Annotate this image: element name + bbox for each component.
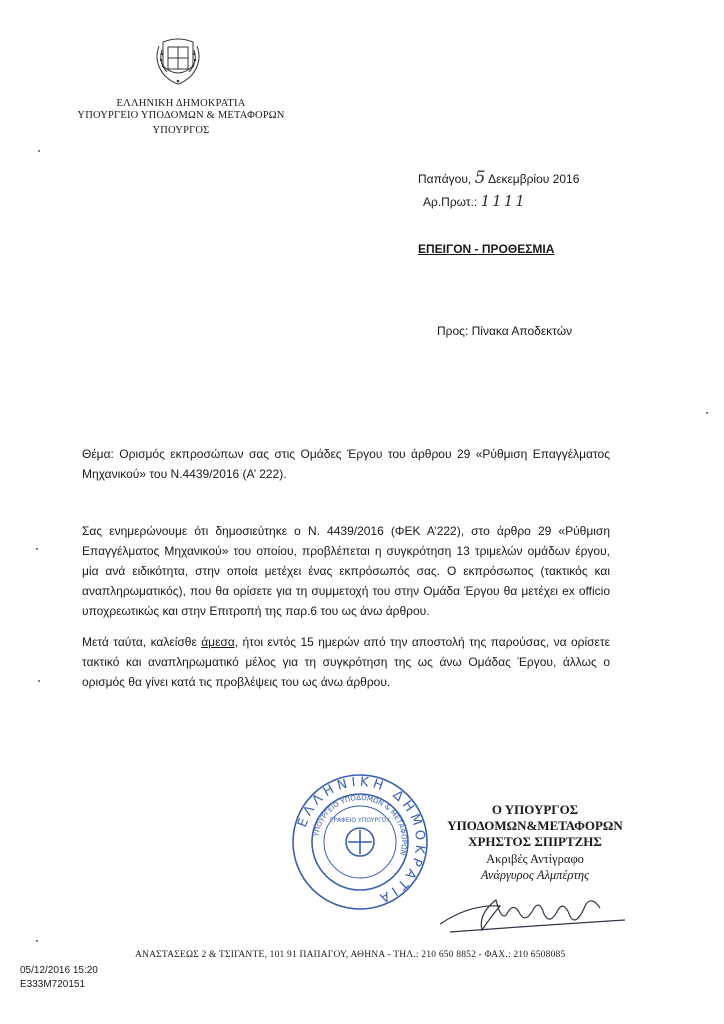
svg-text:ΓΡΑΦΕΙΟ ΥΠΟΥΡΓΟΥ: ΓΡΑΦΕΙΟ ΥΠΟΥΡΓΟΥ xyxy=(330,817,390,824)
body-paragraph-2 xyxy=(82,632,610,692)
scan-speck xyxy=(38,680,40,682)
body-paragraph-2-start: Μετά ταύτα, καλείσθε xyxy=(82,635,202,649)
header-ministry: ΥΠΟΥΡΓΕΙΟ ΥΠΟΔΟΜΩΝ & ΜΕΤΑΦΟΡΩΝ xyxy=(77,110,285,121)
date-place: Παπάγου, xyxy=(418,172,472,186)
date-day-handwritten: 5 xyxy=(474,168,486,188)
true-copy-label: Ακριβές Αντίγραφο xyxy=(486,852,584,866)
protocol-label: Αρ.Πρωτ.: xyxy=(423,195,478,209)
official-seal xyxy=(290,772,430,912)
signatory-title: Ο ΥΠΟΥΡΓΟΣ xyxy=(491,802,579,817)
body-paragraph-2-emphasis: άμεσα, xyxy=(201,635,239,649)
recipient-line: Προς: Πίνακα Αποδεκτών xyxy=(437,324,573,338)
date-line xyxy=(418,168,579,188)
scan-speck xyxy=(36,548,38,550)
urgent-label: ΕΠΕΙΓΟΝ - ΠΡΟΘΕΣΜΙΑ xyxy=(418,242,555,256)
body-paragraph-2-end: ήτοι εντός 15 ημερών από την αποστολή της παρούσας, να ορίσετε τακτικό και αναπληρωματικό μέλος για τη συγκρότηση της ως άνω Ομάδας Έργου, άλλως ο ορισμός θα γίνει κατά τις προβλέψεις του ως άνω άρθρου. xyxy=(82,635,610,689)
date-month-year: Δεκεμβρίου 2016 xyxy=(488,172,580,186)
protocol-line xyxy=(423,192,527,210)
signatory-ministry: ΥΠΟΔΟΜΩΝ&ΜΕΤΑΦΟΡΩΝ xyxy=(447,818,623,833)
header-country: ΕΛΛΗΝΙΚΗ ΔΗΜΟΚΡΑΤΙΑ xyxy=(116,98,246,109)
fax-code: E333M720151 xyxy=(20,979,86,990)
svg-text:ΥΠΟΥΡΓΕΙΟ ΥΠΟΔΟΜΩΝ & ΜΕΤΑΦΟΡΩΝ: ΥΠΟΥΡΓΕΙΟ ΥΠΟΔΟΜΩΝ & ΜΕΤΑΦΟΡΩΝ xyxy=(312,793,409,856)
scan-speck xyxy=(36,940,38,942)
coat-of-arms-icon xyxy=(155,36,201,86)
body-paragraph-1: Σας ενημερώνουμε ότι δημοσιεύτηκε ο Ν. 4439/2016 (ΦΕΚ Α’222), στο άρθρο 29 «Ρύθμιση Επαγγέλματος Μηχανικού» του οποίου, προβλέπεται η συγκρότηση 13 τριμελών ομάδων έργου, μία ανά ειδικότητα, στην οποία μετέχει ένας εκπρόσωπός σας. Ο εκπρόσωπος (τακτικός και αναπληρωματικός), που θα ορίσετε για τη συμμετοχή του στην Ομάδα Έργου θα μετέχει ex officio υποχρεωτικώς και στην Επιτροπή της παρ.6 του ως άνω άρθρου. xyxy=(82,524,610,618)
signatory-name: ΧΡΗΣΤΟΣ ΣΠΙΡΤΖΗΣ xyxy=(468,834,602,849)
true-copy-signer: Ανάργυρος Αλμπέρτης xyxy=(480,868,590,882)
svg-text:ΕΛΛΗΝΙΚΗ ΔΗΜΟΚΡΑΤΙΑ: ΕΛΛΗΝΙΚΗ ΔΗΜΟΚΡΑΤΙΑ xyxy=(295,774,428,907)
protocol-number-handwritten: 1111 xyxy=(480,192,527,210)
footer-address: ΑΝΑΣΤΑΣΕΩΣ 2 & ΤΣΙΓΑΝΤΕ, 101 91 ΠΑΠΑΓΟΥ, ΑΘΗΝΑ - ΤΗΛ.: 210 650 8852 - ΦΑΧ.: 210 6508085 xyxy=(135,950,566,960)
handwritten-signature xyxy=(430,884,630,944)
subject-paragraph: Θέμα: Ορισμός εκπροσώπων σας στις Ομάδες Έργου του άρθρου 29 «Ρύθμιση Επαγγέλματος Μηχανικού» του Ν.4439/2016 (Α’ 222). xyxy=(82,447,610,481)
scan-speck xyxy=(706,412,708,414)
scan-speck xyxy=(38,150,40,152)
fax-datetime: 05/12/2016 15:20 xyxy=(20,965,98,976)
header-office: ΥΠΟΥΡΓΟΣ xyxy=(152,125,210,136)
